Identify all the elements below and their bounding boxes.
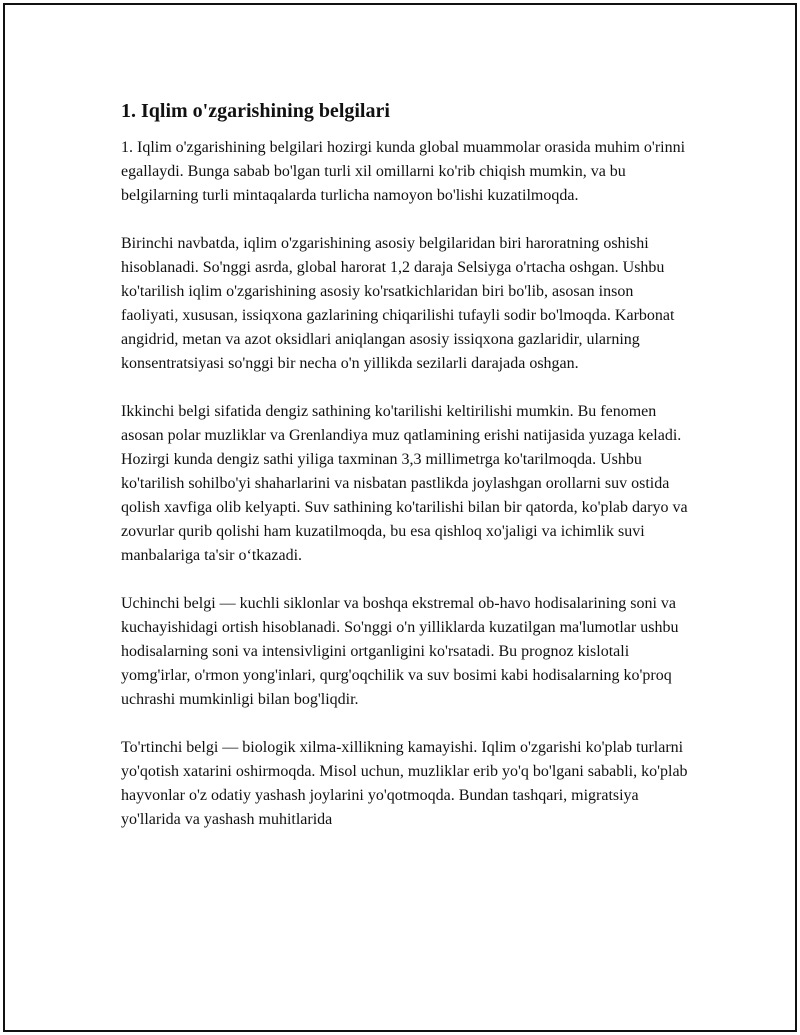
paragraph-extreme-weather: Uchinchi belgi — kuchli siklonlar va boshqa ekstremal ob-havo hodisalarining soni va kuchayishidagi ortish hisoblanadi. So'nggi o'n yilliklarda kuzatilgan ma'lumotlar ushbu hodisalarning soni va intensivligini ortganligini ko'rsatadi. Bu prognoz kislotali yomg'irlar, o'rmon yong'inlari, qurg'oqchilik va suv bosimi kabi hodisalarning ko'proq uchrashi mumkinligi bilan bog'liqdir. xyxy=(121,595,679,708)
section-heading: 1. Iqlim o'zgarishining belgilari xyxy=(121,100,390,122)
paragraph-temperature: Birinchi navbatda, iqlim o'zgarishining asosiy belgilaridan biri haroratning oshishi hisoblanadi. So'nggi asrda, global harorat 1,2 daraja Selsiyga o'rtacha oshgan. Ushbu ko'tarilish iqlim o'zgarishining asosiy ko'rsatkichlaridan biri bo'lib, asosan inson faoliyati, xususan, issiqxona gazlarining chiqarilishi tufayli sodir bo'lmoqda. Karbonat angidrid, metan va azot oksidlari aniqlangan asosiy issiqxona gazlaridir, ularning konsentratsiyasi so'nggi bir necha o'n yillikda sezilarli darajada oshgan. xyxy=(121,235,675,372)
page-frame xyxy=(3,3,797,1032)
document-body xyxy=(121,98,693,856)
paragraph-intro: 1. Iqlim o'zgarishining belgilari hozirgi kunda global muammolar orasida muhim o'rinni egallaydi. Bunga sabab bo'lgan turli xil omillarni ko'rib chiqish mumkin, va bu belgilarning turli mintaqalarda turlicha namoyon bo'lishi kuzatilmoqda. xyxy=(121,139,686,204)
paragraph-sea-level: Ikkinchi belgi sifatida dengiz sathining ko'tarilishi keltirilishi mumkin. Bu fenomen asosan polar muzliklar va Grenlandiya muz qatlamining erishi natijasida yuzaga keladi. Hozirgi kunda dengiz sathi yiliga taxminan 3,3 millimetrga ko'tarilmoqda. Ushbu ko'tarilish sohilbo'yi shaharlarini va nisbatan pastlikda joylashgan orollarni suv ostida qolish xavfiga olib kelyapti. Suv sathining ko'tarilishi bilan bir qatorda, ko'plab daryo va zovurlar qurib qolishi ham kuzatilmoqda, bu esa qishloq xo'jaligi va ichimlik suvi manbalariga ta'sir o‘tkazadi. xyxy=(121,403,688,564)
paragraph-biodiversity: To'rtinchi belgi — biologik xilma-xillikning kamayishi. Iqlim o'zgarishi ko'plab turlarni yo'qotish xatarini oshirmoqda. Misol uchun, muzliklar erib yo'q bo'lgani sababli, ko'plab hayvonlar o'z odatiy yashash joylarini yo'qotmoqda. Bundan tashqari, migratsiya yo'llarida va yashash muhitlarida xyxy=(121,739,688,828)
